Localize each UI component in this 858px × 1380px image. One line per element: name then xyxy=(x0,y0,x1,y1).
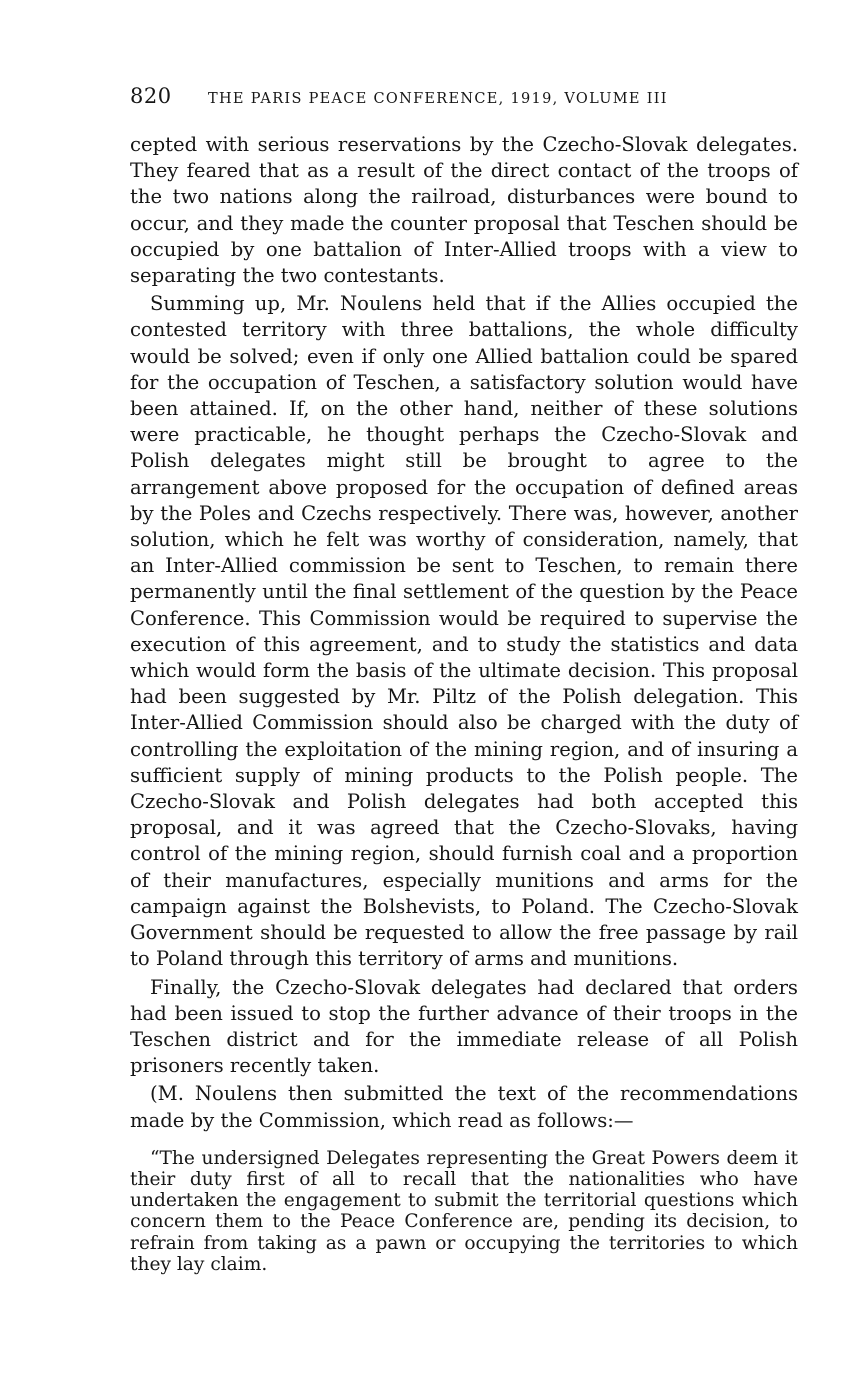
running-title: THE PARIS PEACE CONFERENCE, 1919, VOLUME III xyxy=(208,91,668,107)
paragraph-summing-up: Summing up, Mr. Noulens held that if the Allies occupied the contested territory with three battalions, the whole difficulty would be solved; even if only one Allied battalion could be spared for the occupation of Teschen, a satisfactory solution would have been attained. If, on the other hand, neither of these solutions were practicable, he thought perhaps the Czecho-Slovak and Polish delegates might still be brought to agree to the arrangement above proposed for the occupation of defined areas by the Poles and Czechs respectively. There was, however, another solution, which he felt was worthy of consideration, namely, that an Inter-Allied commission be sent to Teschen, to remain there permanently until the final settlement of the question by the Peace Conference. This Commission would be required to supervise the execution of this agreement, and to study the statistics and data which would form the basis of the ultimate decision. This proposal had been suggested by Mr. Piltz of the Polish delegation. This Inter-Allied Commission should also be charged with the duty of controlling the exploitation of the mining region, and of insuring a sufficient supply of mining products to the Polish people. The Czecho-Slovak and Polish delegates had both accepted this proposal, and it was agreed that the Czecho-Slovaks, having control of the mining region, should furnish coal and a proportion of their manufactures, especially munitions and arms for the campaign against the Bolshevists, to Poland. The Czecho-Slovak Government should be requested to allow the free passage by rail to Poland through this territory of arms and munitions. xyxy=(130,292,798,971)
paragraph-continued: cepted with serious reservations by the Czecho-Slovak delegates. They feared that as a result of the direct contact of the troops of the two nations along the railroad, disturbances were bound to occur, and they made the counter proposal that Teschen should be occupied by one battalion of Inter-Allied troops with a view to separating the two contestants. xyxy=(130,133,798,288)
paragraph-finally: Finally, the Czecho-Slovak delegates had declared that orders had been issued to stop the further advance of their troops in the Teschen district and for the immediate release of all Polish prisoners recently taken. xyxy=(130,975,798,1078)
paragraph-recommendations-intro: (M. Noulens then submitted the text of the recommendations made by the Commission, which read as follows:— xyxy=(130,1082,798,1132)
page-number: 820 xyxy=(130,84,172,108)
quote-text: “The undersigned Delegates representing the Great Powers deem it their duty first of all to recall that the nationalities who have undertaken the engagement to submit the territorial questions which concern them to the Peace Conference are, pending its decision, to refrain from taking as a pawn or occupying the territories to which they lay claim. xyxy=(130,1147,798,1275)
block-quote xyxy=(130,1148,798,1275)
document-page xyxy=(130,84,798,1275)
body-text xyxy=(130,132,798,1134)
running-header xyxy=(130,84,798,120)
